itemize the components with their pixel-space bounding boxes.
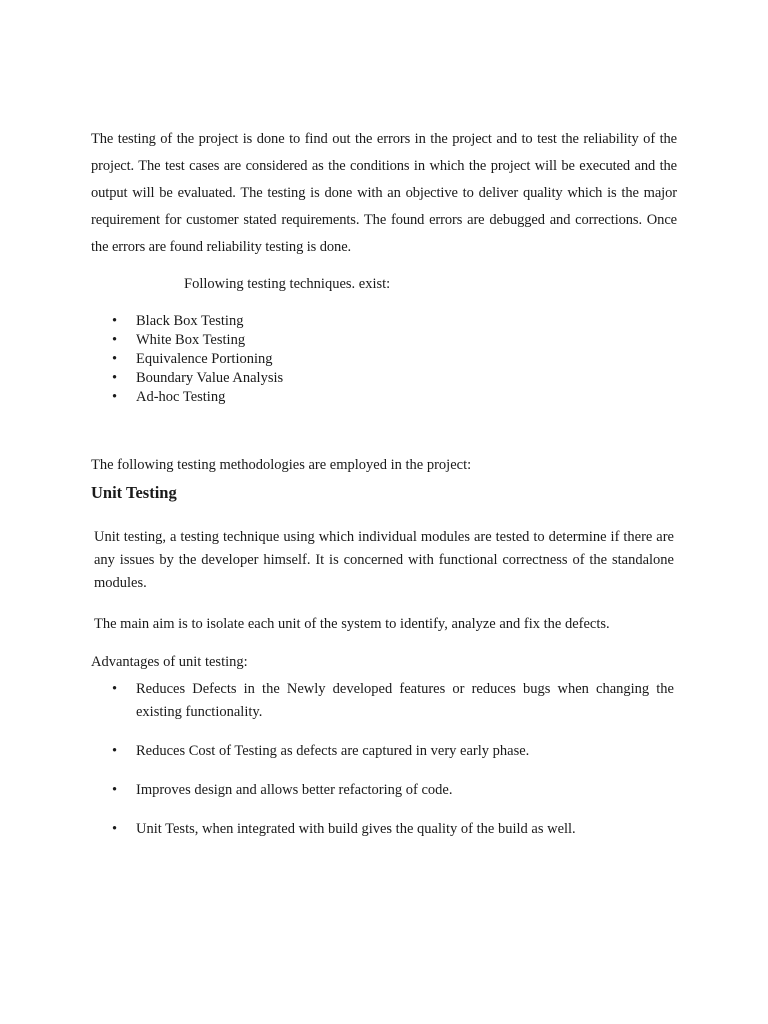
section-heading-unit-testing: Unit Testing: [91, 483, 177, 502]
list-item: [110, 388, 283, 407]
unit-testing-description: Unit testing, a testing technique using which individual modules are tested to determine if there are any issues by the developer himself. It is concerned with functional correctness of the standalone modules.: [94, 529, 674, 591]
advantages-list: [110, 678, 674, 724]
advantages-list: [110, 818, 674, 841]
list-item: [110, 350, 283, 369]
bullet-icon: •: [112, 681, 118, 697]
bullet-icon: •: [112, 313, 118, 329]
list-item-label: Improves design and allows better refactoring of code.: [136, 782, 453, 798]
list-item-label: Black Box Testing: [136, 313, 244, 329]
list-item-label: Boundary Value Analysis: [136, 370, 284, 386]
list-item: [110, 740, 674, 763]
list-item-label: Equivalence Portioning: [136, 351, 273, 367]
list-item: [110, 312, 283, 331]
list-item-label: Reduces Cost of Testing as defects are captured in very early phase.: [136, 743, 530, 759]
advantages-list: [110, 779, 674, 802]
list-item-label: Unit Tests, when integrated with build gives the quality of the build as well.: [136, 821, 576, 837]
methodologies-intro: The following testing methodologies are employed in the project:: [91, 457, 472, 473]
techniques-list: [110, 312, 283, 407]
intro-paragraph: The testing of the project is done to find out the errors in the project and to test the reliability of the project. The test cases are considered as the conditions in which the project will be executed and the output will be evaluated. The testing is done with an objective to deliver quality which is the major requirement for customer stated requirements. The found errors are debugged and corrections. Once the errors are found reliability testing is done.: [91, 131, 677, 255]
list-item: [110, 331, 283, 350]
list-item: [110, 779, 674, 802]
list-item-label: Ad-hoc Testing: [136, 389, 226, 405]
bullet-icon: •: [112, 743, 118, 759]
bullet-icon: •: [112, 370, 118, 386]
list-item-label: White Box Testing: [136, 332, 246, 348]
advantages-label: Advantages of unit testing:: [91, 654, 248, 670]
list-item: [110, 369, 283, 388]
bullet-icon: •: [112, 351, 118, 367]
bullet-icon: •: [112, 332, 118, 348]
advantages-list: [110, 740, 674, 763]
bullet-icon: •: [112, 782, 118, 798]
bullet-icon: •: [112, 821, 118, 837]
list-item: [110, 818, 674, 841]
unit-testing-main-aim: The main aim is to isolate each unit of the system to identify, analyze and fix the defects.: [94, 616, 610, 632]
list-item-label: Reduces Defects in the Newly developed features or reduces bugs when changing the existing functionality.: [136, 681, 674, 720]
bullet-icon: •: [112, 389, 118, 405]
list-item: [110, 678, 674, 724]
techniques-lead: Following testing techniques. exist:: [184, 276, 391, 292]
